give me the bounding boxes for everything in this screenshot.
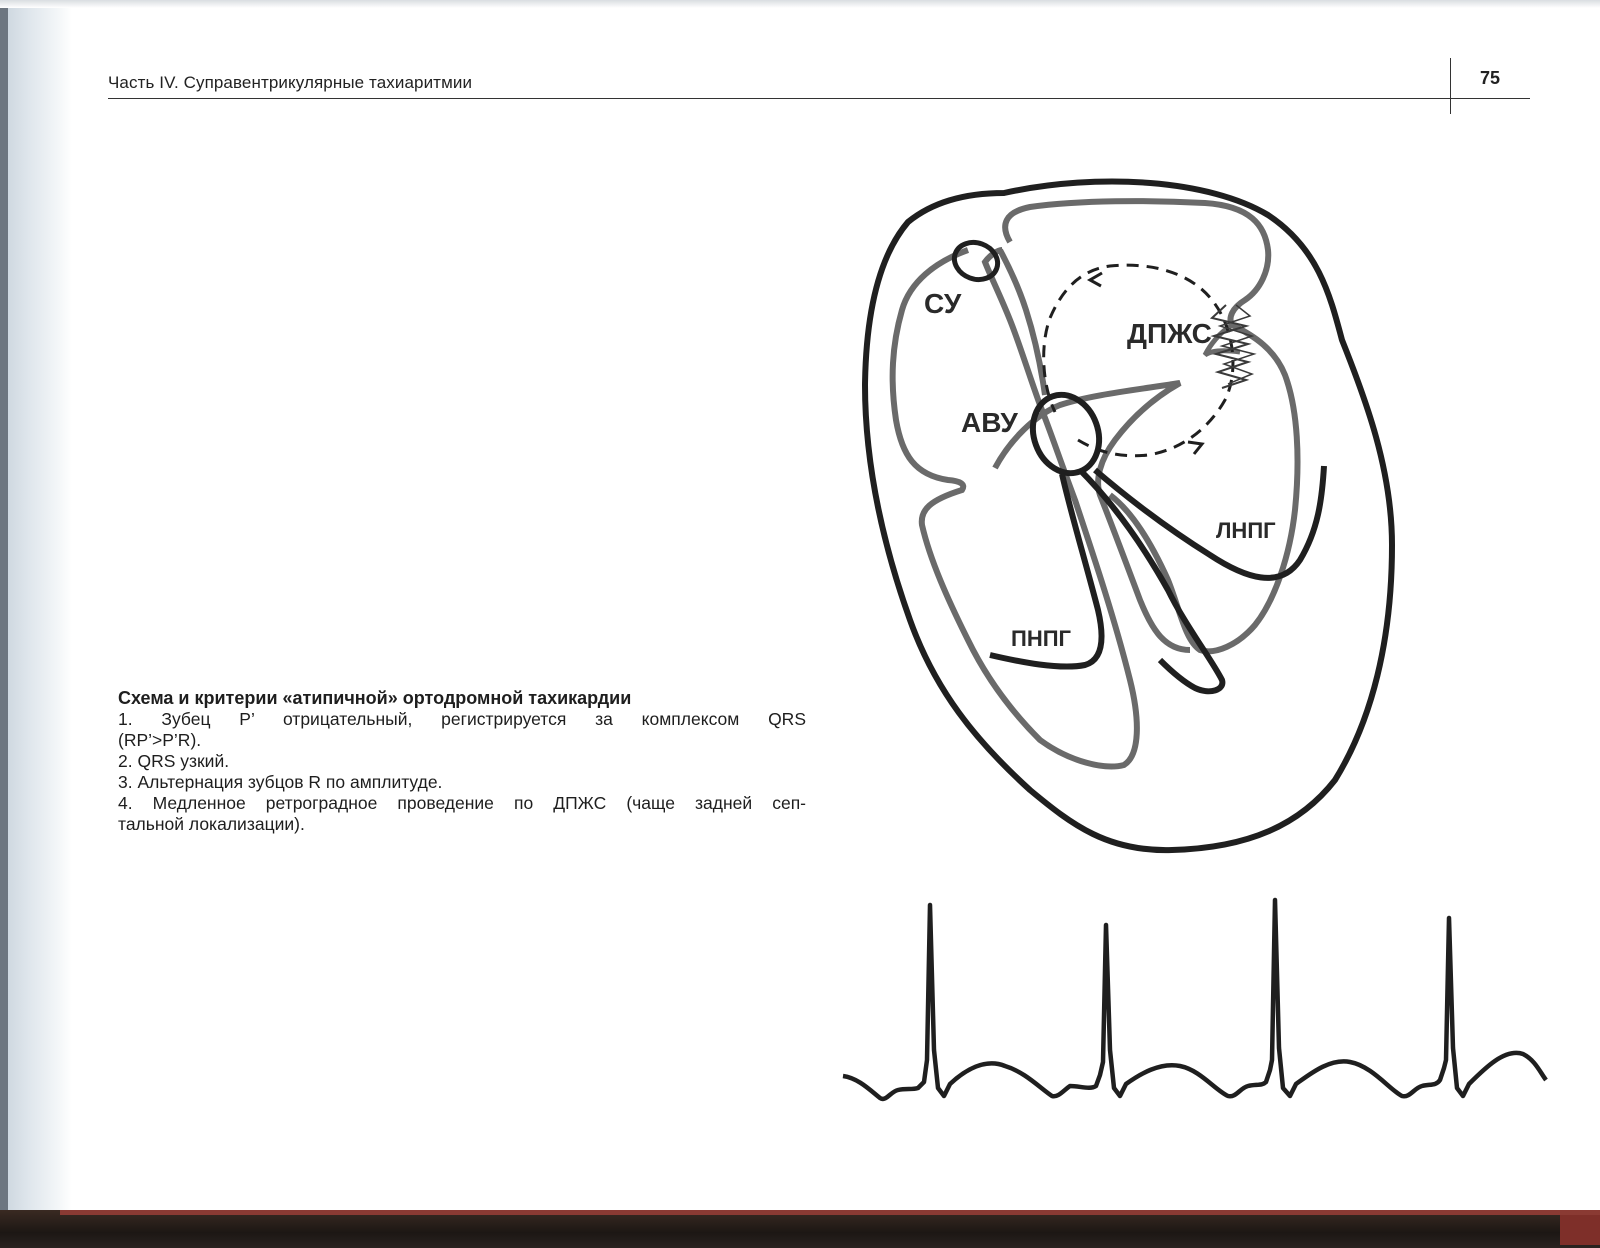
figure-caption — [118, 688, 806, 835]
caption-item-4-cont: тальной локализации). — [118, 814, 305, 834]
left-bundle-branch-anterior — [1095, 466, 1324, 578]
caption-item-2: 2. QRS узкий. — [118, 751, 230, 771]
book-cover-corner — [1560, 1215, 1600, 1245]
caption-item-1-cont: (RP’>P’R). — [118, 730, 202, 750]
right-heart-inner-wall — [893, 250, 1137, 766]
label-lnpg: ЛНПГ — [1216, 518, 1276, 543]
label-avu: АВУ — [961, 407, 1018, 438]
reentry-arrow-top — [1090, 273, 1102, 286]
caption-item-3: 3. Альтернация зубцов R по амплитуде. — [118, 772, 443, 792]
caption-item-4: 4. Медленное ретроградное проведение по ДПЖС (чаще задней сеп- — [118, 793, 806, 813]
running-title: Часть IV. Суправентрикулярные тахиаритмии — [108, 73, 473, 92]
caption-title: Схема и критерии «атипичной» ортодромной тахикардии — [118, 688, 632, 708]
caption-item-1: 1. Зубец Р’ отрицательный, регистрируется за комплексом QRS — [118, 709, 806, 729]
book-cover-edge — [60, 1210, 1600, 1215]
book-bottom-edge — [0, 1210, 1600, 1248]
interatrial-septum — [1000, 250, 1045, 395]
label-dpzhs: ДПЖС — [1127, 318, 1212, 349]
reentry-arrow-bottom — [1188, 442, 1202, 454]
av-septum — [995, 383, 1190, 650]
page-number: 75 — [1480, 68, 1501, 88]
label-pnpg: ПНПГ — [1011, 626, 1071, 651]
reentry-circuit — [1044, 265, 1233, 456]
ecg-trace — [843, 900, 1546, 1099]
label-su: СУ — [924, 288, 962, 319]
